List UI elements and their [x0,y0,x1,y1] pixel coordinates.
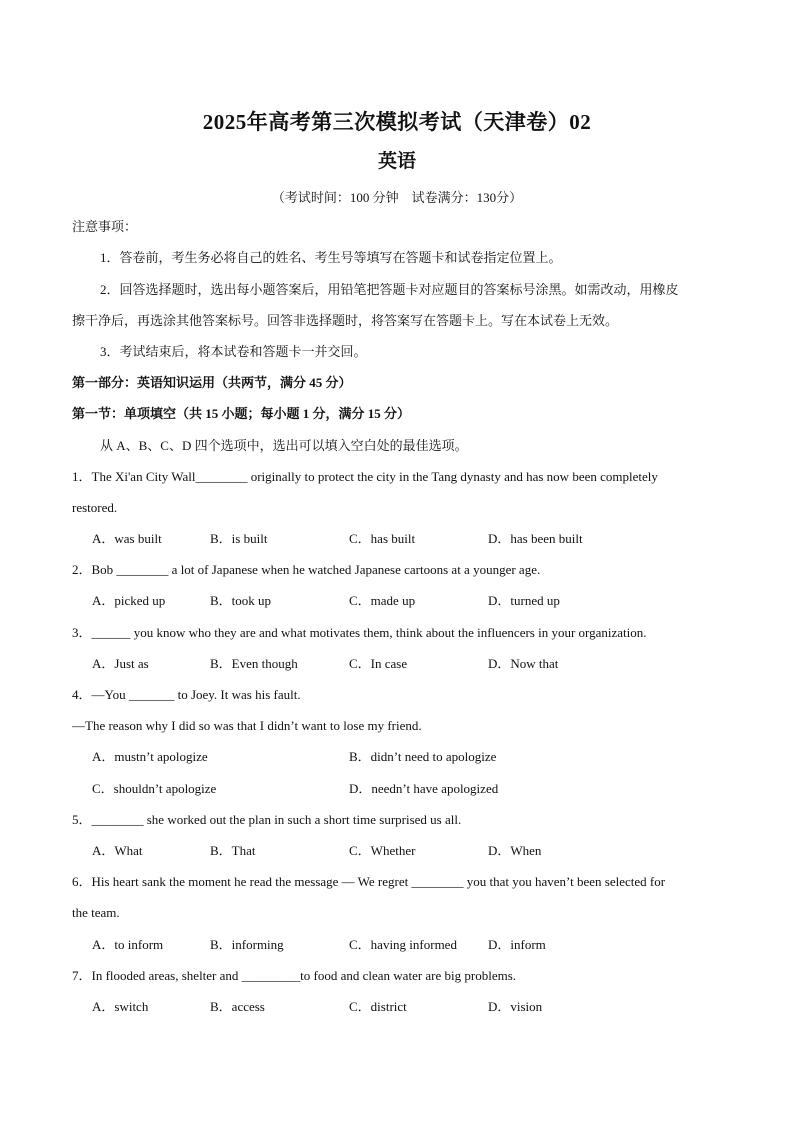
question-3-stem: 3．______ you know who they are and what motivates them, think about the influencers in your organization. [72,625,647,640]
question-1-stem: 1．The Xi'an City Wall________ originally to protect the city in the Tang dynasty and has now been completely [72,469,658,484]
question-4-option-d[interactable]: D．needn’t have apologized [349,781,499,796]
question-7-option-c[interactable]: C．district [349,999,407,1014]
question-7-option-b[interactable]: B．access [210,999,265,1014]
question-5-option-b[interactable]: B．That [210,843,256,858]
question-5-option-d[interactable]: D．When [488,843,542,858]
question-2-option-a[interactable]: A．picked up [92,593,166,608]
question-2-option-d[interactable]: D．turned up [488,593,560,608]
question-5-option-a[interactable]: A．What [92,843,143,858]
question-4-option-a[interactable]: A．mustn’t apologize [92,749,208,764]
exam-title: 2025年高考第三次模拟考试（天津卷）02 [202,110,592,134]
question-7-option-d[interactable]: D．vision [488,999,543,1014]
section1-heading: 第一节：单项填空（共 15 小题；每小题 1 分，满分 15 分） [72,406,411,421]
question-1-stem-cont: restored. [72,500,118,515]
question-1-option-c[interactable]: C．has built [349,531,416,546]
question-6-option-a[interactable]: A．to inform [92,937,164,952]
question-2-option-c[interactable]: C．made up [349,593,416,608]
question-4-option-c[interactable]: C．shouldn’t apologize [92,781,217,796]
question-7-stem: 7．In flooded areas, shelter and _________to food and clean water are big problems. [72,968,517,983]
question-3-option-d[interactable]: D．Now that [488,656,559,671]
question-5-stem: 5．________ she worked out the plan in such a short time surprised us all. [72,812,462,827]
question-4-stem-cont: —The reason why I did so was that I didn’t want to lose my friend. [72,718,422,733]
section1-instruction: 从 A、B、C、D 四个选项中，选出可以填入空白处的最佳选项。 [100,438,468,453]
question-1-option-d[interactable]: D．has been built [488,531,583,546]
question-7-option-a[interactable]: A．switch [92,999,149,1014]
notes-item-3: 3．考试结束后，将本试卷和答题卡一并交回。 [100,344,367,359]
question-1-option-a[interactable]: A．was built [92,531,162,546]
question-6-option-c[interactable]: C．having informed [349,937,457,952]
notes-heading: 注意事项： [72,219,138,234]
question-2-stem: 2．Bob ________ a lot of Japanese when he watched Japanese cartoons at a younger age. [72,562,541,577]
notes-item-2-cont: 擦干净后，再选涂其他答案标号。回答非选择题时，将答案写在答题卡上。写在本试卷上无效。 [72,313,619,328]
question-3-option-b[interactable]: B．Even though [210,656,298,671]
notes-item-2: 2．回答选择题时，选出每小题答案后，用铅笔把答题卡对应题目的答案标号涂黑。如需改动，用橡皮 [100,282,679,297]
exam-subject: 英语 [377,151,416,172]
question-6-stem-cont: the team. [72,905,120,920]
question-6-stem: 6．His heart sank the moment he read the message — We regret ________ you that you haven’t been selected for [72,874,666,889]
question-5-option-c[interactable]: C．Whether [349,843,416,858]
question-4-stem: 4．—You _______ to Joey. It was his fault. [72,687,301,702]
question-3-option-c[interactable]: C．In case [349,656,408,671]
part1-heading: 第一部分：英语知识运用（共两节，满分 45 分） [72,375,352,390]
question-3-option-a[interactable]: A．Just as [92,656,149,671]
question-1-option-b[interactable]: B．is built [210,531,268,546]
question-2-option-b[interactable]: B．took up [210,593,272,608]
question-4-option-b[interactable]: B．didn’t need to apologize [349,749,497,764]
question-6-option-b[interactable]: B．informing [210,937,284,952]
exam-time-info: （考试时间：100 分钟 试卷满分：130分） [271,190,523,205]
question-6-option-d[interactable]: D．inform [488,937,546,952]
notes-item-1: 1．答卷前，考生务必将自己的姓名、考生号等填写在答题卡和试卷指定位置上。 [100,250,562,265]
